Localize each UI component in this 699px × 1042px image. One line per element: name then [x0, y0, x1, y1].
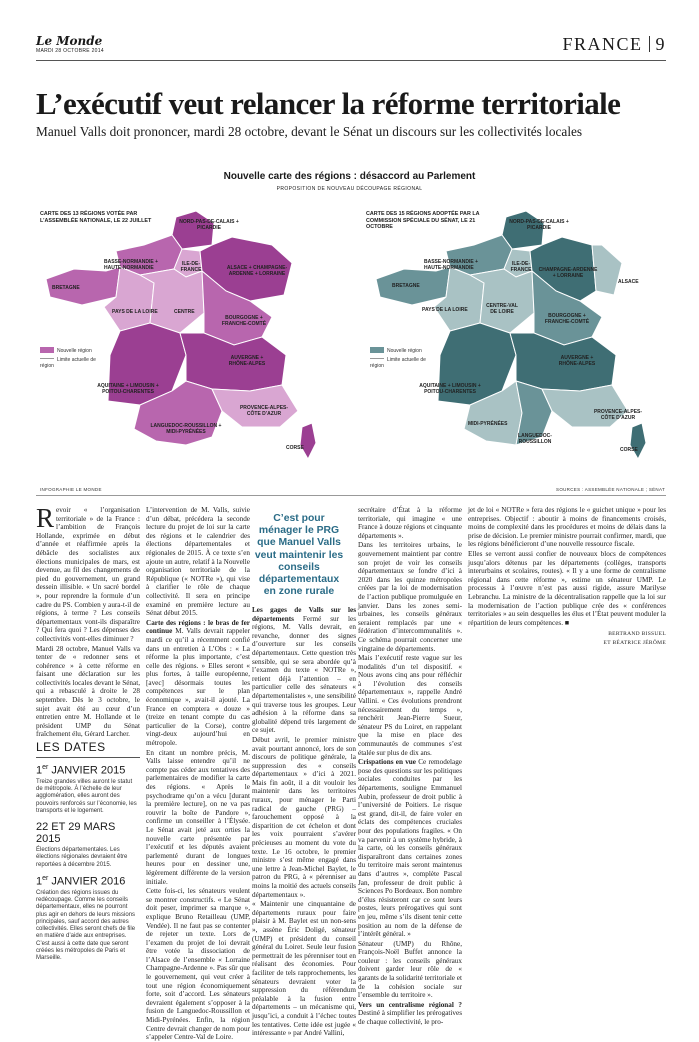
right-legend [370, 347, 440, 369]
map-13-regions [36, 205, 336, 465]
label-npc-r: NORD-PAS-DE-CALAIS + PICARDIE [509, 219, 569, 231]
divider [649, 36, 650, 52]
date-3-text: Création des régions issues du redécoupage. Comme les conseils départementaux, elles ne pourront plus agir en dehors de leurs missions principales, sauf accord des autres collectivités. Elles seront chefs de file en matière d’aide aux entreprises. C’est aussi à cette date que seront créées les métropoles de Paris et Marseille. [36, 889, 136, 962]
label-corse-r: CORSE [620, 447, 638, 453]
label-bretagne-r: BRETAGNE [392, 283, 420, 289]
subheading: Les gages de Valls sur les départements [252, 606, 356, 623]
paragraph: Début avril, le premier ministre avait pourtant annoncé, lors de son discours de politique générale, la suppression des « conseils départementaux » d’ici à 2021. Mais fin août, il a dit vouloir les maintenir dans les territoires ruraux, pour ménager le Parti radical de gauche (PRG) – farouchement opposé à la disparition de cet échelon et dont les voix pourraient s’avérer précieuses au moment du vote du texte. Le 16 octobre, le premier ministre s’est même engagé dans une lettre à Jean-Michel Baylet, le patron du PRG, à « pérenniser au moins la moitié des actuels conseils départementaux ». [252, 735, 356, 899]
label-npc: NORD-PAS-DE-CALAIS + PICARDIE [179, 219, 239, 231]
label-alp: AQUITAINE + LIMOUSIN + POITOU-CHARENTES [97, 383, 159, 395]
date-1: 1er JANVIER 2015 [36, 764, 126, 777]
issue-date: MARDI 28 OCTOBRE 2014 [36, 48, 104, 54]
dates-heading: LES DATES [36, 740, 140, 758]
paragraph: Cette fois-ci, les sénateurs veulent se montrer constructifs. « Le Sénat doit peser, imprimer sa marque », explique Bruno Retailleau (UMP, Vendée). Il ne faut pas se contenter de rejeter un texte. Lors de l’examen du projet de loi devrait être votée la dissociation de l’Alsace de l’ensemble « Lorraine Champagne-Ardenne ». Pas sûr que le gouvernement, qui veut créer à tout une région économiquement forte, soit d’accord. Les sénateurs devraient également s’opposer à la fusion de Languedoc-Roussillon et Midi-Pyrénées. Enfin, la région Centre devrait changer de nom pour s’appeler Centre-Val de Loire. [146, 887, 250, 1042]
label-acal: ALSACE + CHAMPAGNE-ARDENNE + LORRAINE [226, 265, 288, 277]
paragraph: evoir « l’organisation territoriale » de la France : l’ambition de François Hollande, exprimée en début d’année et réaffirmée après la débâcle des socialistes aux élections municipales de mars, est devenue, au fil des changements de pied du gouvernement, un grand dessein illisible. « Un sacré bordel », pour reprendre la formule d’un cadre du PS. Combien y aura-t-il de régions, à terme ? Les conseils départementaux vont-ils disparaître ? Qui fera quoi ? Les dépenses des collectivités vont-elles diminuer ? [36, 506, 140, 643]
newspaper-logo: Le Monde [36, 34, 103, 48]
label-normandie-r: BASSE-NORMANDIE + HAUTE-NORMANDIE [424, 259, 479, 271]
left-map-title: CARTE DES 13 RÉGIONS VOTÉE PAR L’ASSEMBLÉE NATIONALE, LE 22 JUILLET [40, 211, 152, 224]
pull-quote: C’est pour ménager le PRG que Manuel Valls veut maintenir les conseils départementaux en zone rurale [254, 513, 344, 598]
paragraph: Mais l’exécutif reste vague sur les modalités d’un tel dispositif. « Nous avons cinq ans pour réfléchir à l’évolution des conseils départementaux », rappelle André Vallini. « Ces évolutions prendront nécessairement du temps », renchérit Jean-Pierre Sueur, sénateur PS du Loiret, en rappelant que la mise en place des communautés de communes s’est étalée sur plus de dix ans. [358, 654, 462, 757]
label-paca: PROVENCE-ALPES-CÔTE D’AZUR [239, 405, 289, 417]
legend-line-r [370, 358, 384, 359]
label-pdl-r: PAYS DE LA LOIRE [422, 307, 468, 313]
left-regions [46, 211, 316, 459]
legend-swatch [40, 347, 54, 353]
paragraph: « Maintenir une cinquantaine de départements ruraux pour faire plaisir à M. Baylet est un non-sens », assène Éric Doligé, sénateur (UMP) et président du conseil général du Loiret. Seule leur fusion permettrait de les pérenniser tout en réalisant des économies. Pour faciliter de tels rapprochements, les sénateurs devraient voter la suppression du référendum préalable à la fusion entre départements – un mécanisme qui, jusqu’ici, a conduit à l’échec toutes les tentatives. Cette idée est jugée « intéressante » par André Vallini, [252, 900, 356, 1038]
label-pdl: PAYS DE LA LOIRE [112, 309, 158, 315]
region-corse [300, 423, 316, 459]
section-header [562, 34, 666, 55]
author-2: ET BÉATRICE JÉRÔME [603, 639, 666, 646]
label-ara-r: AUVERGNE + RHÔNE-ALPES [558, 355, 596, 367]
paragraph: M. Valls devrait rappeler mardi ce qu’il a récemment confié dans un entretien à L’Obs : « La réforme la plus importante, c’est celle des régions. » Elles seront « plus fortes, à taille européenne, [avec] désormais toutes les compétences sur le plan économique », avait-il ajouté. La France en comptera « douze » (treize en tenant compte du cas particulier de la Corse), contre vingt-deux aujourd’hui en métropole. [146, 627, 251, 748]
infographic-subtitle: PROPOSITION DE NOUVEAU DÉCOUPAGE RÉGIONAL [276, 186, 423, 192]
paragraph: Mardi 28 octobre, Manuel Valls va tenter de « redonner sens et cohérence » à cette réforme en faisant une déclaration sur les collectivités locales devant le Sénat, qui a rebasculé à droite le 28 septembre. Dès le 3 octobre, le sujet avait été au cœur d’un entretien entre M. Hollande et le président UMP du Sénat fraîchement élu, Gérard Larcher. [36, 644, 140, 739]
divider-rule [36, 495, 666, 496]
label-lr-r: LANGUEDOC-ROUSSILLON [518, 433, 552, 445]
region-corse-r [630, 423, 646, 459]
article-column-3 [252, 606, 356, 1038]
page-number: 9 [655, 34, 666, 54]
legend-new-region-r: Nouvelle région [387, 348, 422, 354]
subheading: Crispations en vue [358, 758, 416, 767]
paragraph: Fermé sur les régions, M. Valls devrait, en revanche, donner des signes d’ouverture sur les conseils départementaux. Cette question très sensible, qui se sera abordée qu’à l’examen du texte « NOTRe », retient déjà l’attention – en particulier celle des sénateurs « départementalistes », une sensibilité qui traverse tous les groupes. Leur adhésion à la réforme dans sa globalité dépend très largement de ce sujet. [252, 614, 356, 735]
date-3: 1er JANVIER 2016 [36, 875, 126, 888]
masthead [36, 34, 666, 61]
left-legend [40, 347, 110, 369]
label-normandie: BASSE-NORMANDIE + HAUTE-NORMANDIE [104, 259, 159, 271]
article-column-5 [468, 506, 666, 836]
infographic-credit: INFOGRAPHIE LE MONDE [40, 487, 102, 492]
label-idf: ILE-DE-FRANCE [180, 261, 202, 273]
label-bfc-r: BOURGOGNE + FRANCHE-COMTÉ [544, 313, 590, 325]
article-column-4 [358, 506, 463, 1027]
label-mp-r: MIDI-PYRÉNÉES [468, 421, 508, 427]
label-cal-r: CHAMPAGNE-ARDENNE + LORRAINE [538, 267, 598, 279]
date-2-text: Élections départementales. Les élections régionales devraient être reportées à décembre 2015. [36, 847, 128, 868]
label-bretagne: BRETAGNE [52, 285, 80, 291]
date-2: 22 ET 29 MARS 2015 [36, 821, 116, 846]
label-cvl-r: CENTRE-VAL DE LOIRE [486, 303, 518, 315]
label-corse: CORSE [286, 445, 304, 451]
dates-box [36, 740, 140, 963]
subheading: Carte des régions : le bras de fer continue [146, 618, 250, 636]
paragraph: Dans les territoires urbains, le gouvernement maintient par contre son projet de voir les conseils départementaux se fondre d’ici à 2020 dans les quinze métropoles créées par la loi de modernisation de l’action publique promulguée en janvier. Dans les zones semi-urbaines, les conseils généraux seraient remplacés par une « fédération d’intercommunalités ». Ce schéma pourrait concerner une vingtaine de départements. [358, 541, 462, 653]
paragraph: L’intervention de M. Valls, suivie d’un débat, précédera la seconde lecture du projet de loi sur la carte des régions et le calendrier des élections départementales et régionales de 2015. À ce texte s’en ajoute un autre, relatif à la Nouvelle organisation territoriale de la République (« NOTRe »), qui vise à clarifier le rôle de chaque collectivité. Il sera en principe examiné en première lecture au Sénat début 2015. [146, 506, 250, 618]
legend-swatch-r [370, 347, 384, 353]
date-1-text: Treize grandes villes auront le statut de métropole. À l’échelle de leur agglomération, elles auront des pouvoirs renforcés sur l’économie, les transports et le logement. [36, 778, 137, 814]
headline: L’exécutif veut relancer la réforme territoriale [36, 86, 621, 121]
label-alp-r: AQUITAINE + LIMOUSIN + POITOU-CHARENTES [419, 383, 481, 395]
label-alsace-r: ALSACE [618, 279, 639, 285]
article-column-1 [36, 503, 140, 739]
drop-cap: R [36, 503, 55, 533]
label-idf-r: ILE-DE-FRANCE [510, 261, 532, 273]
label-paca-r: PROVENCE-ALPES-CÔTE D’AZUR [593, 409, 643, 421]
label-centre: CENTRE [174, 309, 195, 315]
paragraph: secrétaire d’État à la réforme territoriale, qui imagine « une France à douze régions et cinquante départements ». [358, 506, 462, 540]
label-bfc: BOURGOGNE + FRANCHE-COMTÉ [221, 315, 267, 327]
article-column-2 [146, 506, 251, 1042]
legend-new-region: Nouvelle région [57, 348, 92, 354]
paragraph: Sénateur (UMP) du Rhône, François-Noël Buffet annonce la couleur : les conseils généraux doivent garder leur rôle de « garants de la solidarité territoriale et de la cohésion sociale sur l’ensemble du territoire ». [358, 939, 462, 1000]
label-lrmp: LANGUEDOC-ROUSSILLON + MIDI-PYRÉNÉES [150, 423, 222, 435]
right-map-title: CARTE DES 15 RÉGIONS ADOPTÉE PAR LA COMMISSION SPÉCIALE DU SÉNAT, LE 21 OCTOBRE [366, 211, 480, 230]
paragraph: En citant un nombre précis, M. Valls laisse entendre qu’il ne compte pas céder aux tentatives des parlementaires de modifier la carte des régions. « Après le psychodrame qu’on a vécu [durant la première lecture], on ne va pas rouvrir la boîte de Pandore », confirme un conseiller à l’Élysée. Le Sénat avait jeté aux orties la nouvelle carte présentée par l’exécutif et les députés avaient parlementé durant de longues heures pour en dessiner une, légèrement différente de la version initiale. [146, 748, 250, 886]
paragraph: Ce remodelage pose des questions sur les politiques sociales conduites par les départements, souligne Emmanuel Aubin, professeur de droit public à l’université de Poitiers. Le risque est grand, dit-il, de faire voler en éclats des compétences cruciales pour des populations fragiles. « On va parvenir à un système hybride, à la carte, où les conseils généraux disparaîtront dans certaines zones du territoire mais seront maintenus dans d’autres », complète Pascal Jan, professeur de droit public à Sciences Po Bordeaux. Bon nombre d’élus résisteront car ce sont leurs postes, leurs prérogatives qui sont en jeu, même s’ils disent tenir cette position au nom de la défense de l’intérêt général. » [358, 758, 463, 939]
infographic-sources: SOURCES : ASSEMBLÉE NATIONALE ; SÉNAT [556, 487, 665, 492]
legend-limit: Limite actuelle de région [40, 357, 96, 369]
map-15-regions-svg [366, 205, 666, 465]
author-1: BERTRAND BISSUEL [608, 631, 666, 638]
subheading: Vers un centralisme régional ? [358, 1000, 462, 1009]
map-15-regions [366, 205, 666, 465]
legend-limit-r: Limite actuelle de région [370, 357, 426, 369]
legend-line [40, 358, 54, 359]
subtitle: Manuel Valls doit prononcer, mardi 28 octobre, devant le Sénat un discours sur les collectivités locales [36, 124, 583, 139]
right-regions [376, 211, 646, 459]
paragraph: jet de loi « NOTRe » fera des régions le « guichet unique » pour les entreprises. Objectif : aboutir à moins de financements croisés, moins de complexité dans les procédures et moins de délais dans la prise de décision. Le premier ministre pourrait confirmer, mardi, que les régions bénéficieront d’une nouvelle ressource fiscale. [468, 506, 666, 549]
paragraph: Destiné à simplifier les prérogatives de chaque collectivité, le pro- [358, 1009, 462, 1027]
section-name: FRANCE [562, 34, 643, 54]
label-ara: AUVERGNE + RHÔNE-ALPES [228, 355, 266, 367]
paragraph: Elles se verront aussi confier de nouveaux blocs de compétences jusqu’alors détenus par les départements (collèges, transports interurbains et scolaires, routes). « Il y a une forme de centralisme régional dans cette réforme », estime un sénateur UMP. Le processus à l’œuvre n’est pas aussi rigide, assure Marilyse Lebranchu. La ministre de la décentralisation rappelle que la loi sur la modernisation de l’action publique crée des « conférences territoriales » au sein desquelles les élus et l’État peuvent moduler la répartition de leurs compétences. ■ [468, 549, 666, 627]
infographic-title: Nouvelle carte des régions : désaccord au Parlement [223, 171, 476, 182]
